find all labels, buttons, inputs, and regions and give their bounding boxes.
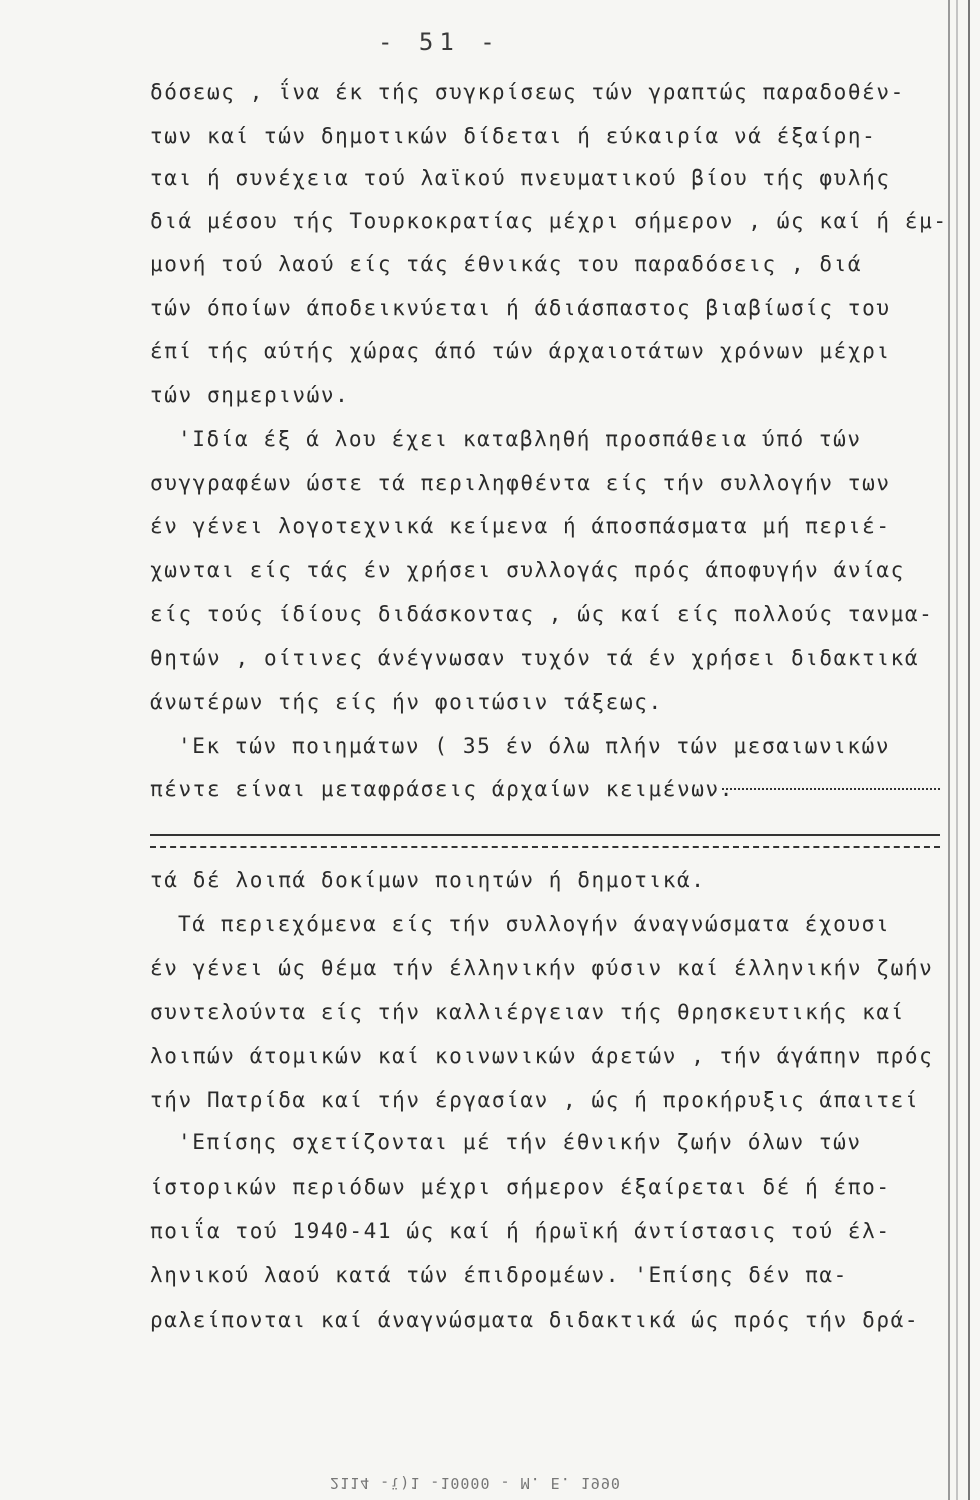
page-edge [968, 0, 970, 1500]
text-line: θητών , οίτινες άνέγνωσαν τυχόν τά έν χρήσει διδακτικά [150, 646, 920, 670]
text-line: τών όποίων άποδεικνύεται ή άδιάσπαστος βιαβίωσίς του [150, 296, 891, 320]
text-line: τήν Πατρίδα καί τήν έργασίαν , ώς ή προκήρυξις άπαιτεί [150, 1088, 920, 1112]
text-line: των καί τών δημοτικών δίδεται ή εύκαιρία νά έξαίρη- [150, 124, 877, 148]
text-line: διά μέσου τής Τουρκοκρατίας μέχρι σήμερον , ώς καί ή έμ- [150, 209, 948, 233]
section-rule [150, 846, 940, 848]
text-line: Τά περιεχόμενα είς τήν συλλογήν άναγνώσματα έχουσι [178, 912, 891, 936]
text-line: είς τούς ίδίους διδάσκοντας , ώς καί είς πολλούς τανμα- [150, 602, 934, 626]
page-edge [956, 0, 958, 1500]
text-line: ραλείπονται καί άναγνώσματα διδακτικά ώς πρός τήν δρά- [150, 1308, 920, 1332]
text-line: έν γένει ώς θέμα τήν έλληνικήν φύσιν καί έλληνικήν ζωήν [150, 956, 934, 980]
text-line: έπί τής αύτής χώρας άπό τών άρχαιοτάτων χρόνων μέχρι [150, 339, 891, 363]
text-line: λοιπών άτομικών καί κοινωνικών άρετών , τήν άγάπην πρός [150, 1044, 934, 1068]
text-line: άνωτέρων τής είς ήν φοιτώσιν τάξεως. [150, 690, 663, 714]
footer-printer-mark: 2114 -ϊ)1 -10000 - Μ. Ε. 1990 [330, 1474, 621, 1492]
section-rule [150, 834, 940, 836]
text-line: 'Ιδία έξ ά λου έχει καταβληθή προσπάθεια ύπό τών [178, 427, 862, 451]
text-line: έν γένει λογοτεχνικά κείμενα ή άποσπάσματα μή περιέ- [150, 514, 891, 538]
text-line: μονή τού λαού είς τάς έθνικάς του παραδόσεις , διά [150, 252, 863, 276]
page-number: - 51 - [378, 28, 501, 56]
text-line: χωνται είς τάς έν χρήσει συλλογάς πρός άποφυγήν άνίας [150, 558, 905, 582]
dotted-fill [722, 788, 940, 790]
text-line: συγγραφέων ώστε τά περιληφθέντα είς τήν συλλογήν των [150, 471, 891, 495]
text-line: ται ή συνέχεια τού λαϊκού πνευματικού βίου τής φυλής [150, 166, 891, 190]
text-line: συντελούντα είς τήν καλλιέργειαν τής θρησκευτικής καί [150, 1000, 905, 1024]
text-line: δόσεως , ΐνα έκ τής συγκρίσεως τών γραπτώς παραδοθέν- [150, 80, 905, 104]
text-line: τών σημερινών. [150, 383, 350, 407]
page-edge [948, 0, 950, 1500]
text-line: ποιΐα τού 1940-41 ώς καί ή ήρωϊκή άντίστασις τού έλ- [150, 1219, 891, 1243]
text-line: 'Επίσης σχετίζονται μέ τήν έθνικήν ζωήν όλων τών [178, 1130, 862, 1154]
text-line: ληνικού λαού κατά τών έπιδρομέων. 'Επίσης δέν πα- [150, 1263, 848, 1287]
text-line: τά δέ λοιπά δοκίμων ποιητών ή δημοτικά. [150, 868, 706, 892]
text-line: πέντε είναι μεταφράσεις άρχαίων κειμένων. [150, 777, 734, 801]
text-line: ίστορικών περιόδων μέχρι σήμερον έξαίρεται δέ ή έπο- [150, 1175, 891, 1199]
text-line: 'Εκ τών ποιημάτων ( 35 έν όλω πλήν τών μεσαιωνικών [178, 734, 891, 758]
